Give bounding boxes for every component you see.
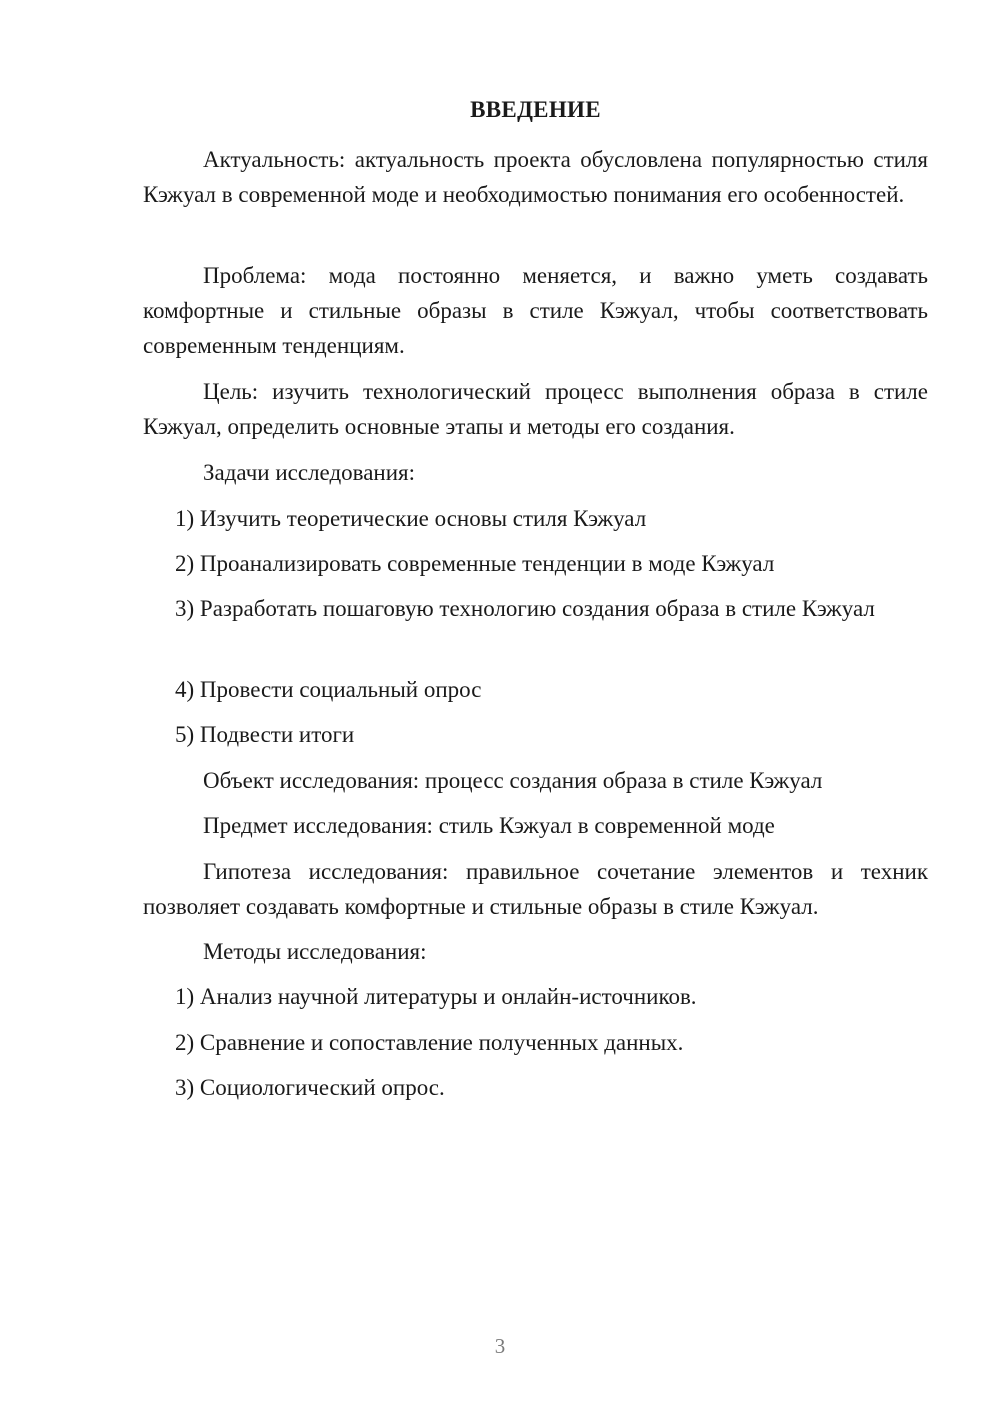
task-item-5: 5) Подвести итоги [175, 722, 355, 747]
methods-heading: Методы исследования: [203, 939, 427, 964]
method-item-1: 1) Анализ научной литературы и онлайн-источников. [175, 984, 697, 1009]
section-heading: ВВЕДЕНИЕ [470, 97, 601, 122]
problem-paragraph: Проблема: мода постоянно меняется, и важно уметь создавать комфортные и стильные образы в стиле Кэжуал, чтобы соответствовать современным тенденциям. [143, 263, 928, 358]
task-item-2: 2) Проанализировать современные тенденции в моде Кэжуал [175, 551, 775, 576]
method-item-3: 3) Социологический опрос. [175, 1075, 445, 1100]
page-number: 3 [494, 1334, 506, 1358]
tasks-heading: Задачи исследования: [203, 460, 416, 485]
task-item-4: 4) Провести социальный опрос [175, 677, 482, 702]
research-object: Объект исследования: процесс создания образа в стиле Кэжуал [203, 768, 823, 793]
task-item-3: 3) Разработать пошаговую технологию создания образа в стиле Кэжуал [175, 596, 875, 621]
task-item-1: 1) Изучить теоретические основы стиля Кэжуал [175, 506, 647, 531]
research-subject: Предмет исследования: стиль Кэжуал в современной моде [203, 813, 775, 838]
research-hypothesis: Гипотеза исследования: правильное сочетание элементов и техник позволяет создавать комфортные и стильные образы в стиле Кэжуал. [143, 859, 928, 919]
relevance-paragraph: Актуальность: актуальность проекта обусловлена популярностью стиля Кэжуал в современной моде и необходимостью понимания его особенностей. [143, 147, 928, 207]
method-item-2: 2) Сравнение и сопоставление полученных данных. [175, 1030, 684, 1055]
goal-paragraph: Цель: изучить технологический процесс выполнения образа в стиле Кэжуал, определить основные этапы и методы его создания. [143, 379, 928, 439]
